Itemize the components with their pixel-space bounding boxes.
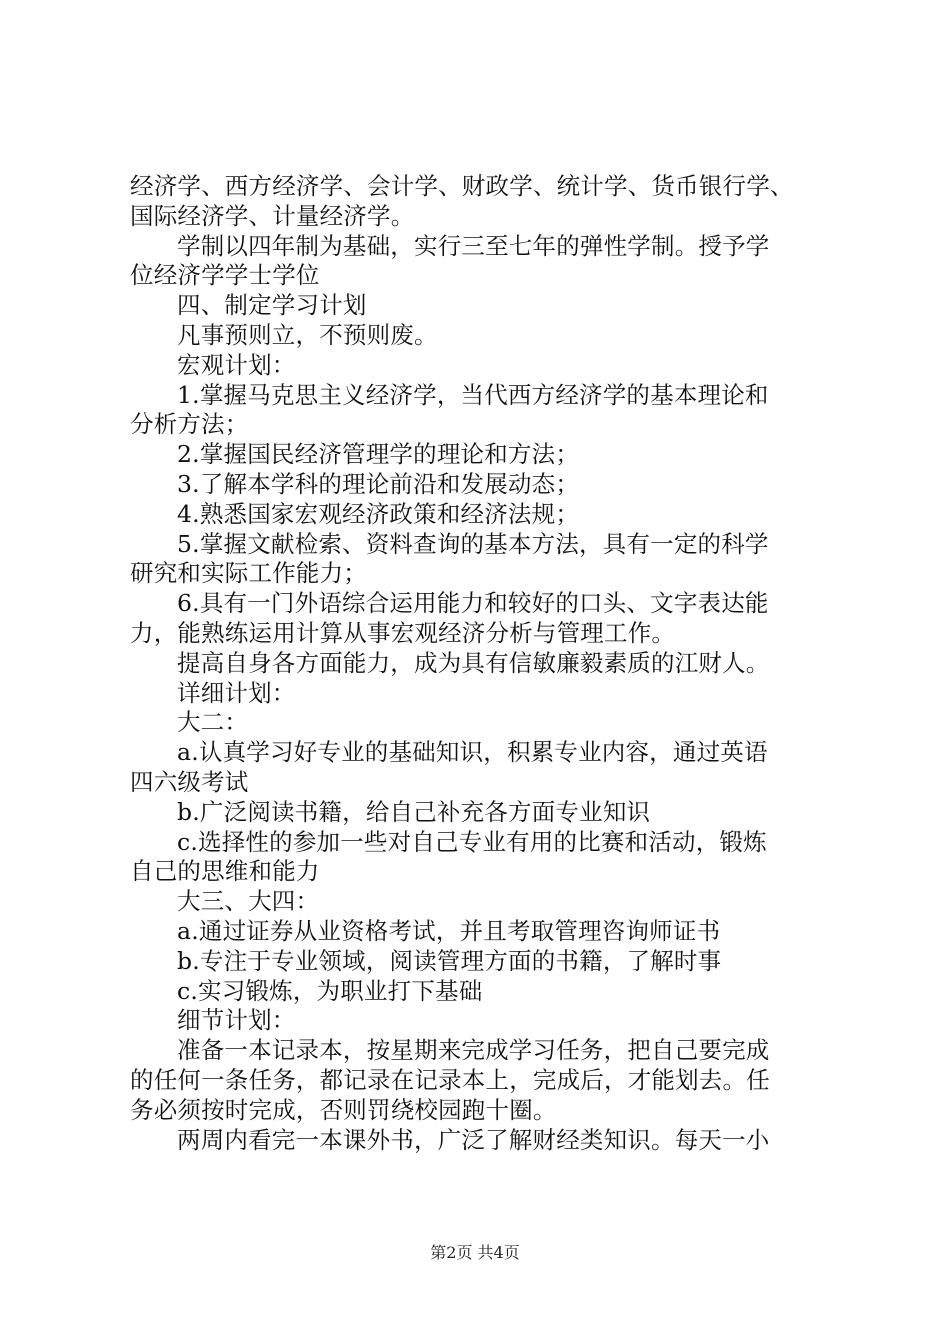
text-line: 的任何一条任务，都记录在记录本上，完成后，才能划去。任 bbox=[130, 1065, 770, 1094]
text-line: 4.熟悉国家宏观经济政策和经济法规； bbox=[177, 499, 580, 528]
document-body bbox=[130, 172, 834, 1155]
text-line: 位经济学学士学位 bbox=[130, 261, 320, 290]
text-line: 自己的思维和能力 bbox=[130, 857, 320, 886]
text-line: 3.了解本学科的理论前沿和发展动态； bbox=[177, 469, 580, 498]
text-line: 经济学、西方经济学、会计学、财政学、统计学、货币银行学、 bbox=[130, 172, 794, 200]
text-line: 2.掌握国民经济管理学的理论和方法； bbox=[177, 440, 580, 469]
text-line: 四六级考试 bbox=[130, 767, 249, 796]
text-line: 研究和实际工作能力； bbox=[130, 559, 367, 588]
text-line: 大二： bbox=[177, 708, 249, 737]
text-line: a.通过证券从业资格考试，并且考取管理咨询师证书 bbox=[177, 916, 721, 945]
text-line: 务必须按时完成，否则罚绕校园跑十圈。 bbox=[130, 1095, 557, 1124]
text-line: b.专注于专业领域，阅读管理方面的书籍，了解时事 bbox=[177, 946, 722, 975]
text-line: a.认真学习好专业的基础知识，积累专业内容，通过英语 bbox=[177, 738, 768, 767]
text-line: 详细计划： bbox=[177, 678, 296, 707]
text-line: 分析方法； bbox=[130, 410, 249, 439]
text-line: 宏观计划： bbox=[177, 350, 296, 379]
text-line: 凡事预则立，不预则废。 bbox=[177, 320, 438, 349]
text-line: 两周内看完一本课外书，广泛了解财经类知识。每天一小 bbox=[177, 1125, 770, 1154]
text-line: 6.具有一门外语综合运用能力和较好的口头、文字表达能 bbox=[177, 589, 769, 618]
page-footer: 第2页 共4页 bbox=[430, 1243, 520, 1262]
text-line: 国际经济学、计量经济学。 bbox=[130, 201, 415, 230]
text-line: b.广泛阅读书籍，给自己补充各方面专业知识 bbox=[177, 797, 651, 826]
text-line: c.实习锻炼，为职业打下基础 bbox=[177, 976, 483, 1005]
text-line: 大三、大四： bbox=[177, 887, 320, 916]
text-line: 细节计划： bbox=[177, 1006, 296, 1035]
text-line: 力，能熟练运用计算从事宏观经济分析与管理工作。 bbox=[130, 618, 676, 647]
text-line: c.选择性的参加一些对自己专业有用的比赛和活动，锻炼 bbox=[177, 827, 767, 856]
text-line: 5.掌握文献检索、资料查询的基本方法，具有一定的科学 bbox=[177, 529, 769, 558]
text-line: 学制以四年制为基础，实行三至七年的弹性学制。授予学 bbox=[177, 231, 770, 260]
text-line: 准备一本记录本，按星期来完成学习任务，把自己要完成 bbox=[177, 1036, 770, 1065]
text-line: 1.掌握马克思主义经济学，当代西方经济学的基本理论和 bbox=[177, 380, 769, 409]
text-line: 四、制定学习计划 bbox=[177, 291, 367, 320]
text-line: 提高自身各方面能力，成为具有信敏廉毅素质的江财人。 bbox=[177, 648, 770, 677]
